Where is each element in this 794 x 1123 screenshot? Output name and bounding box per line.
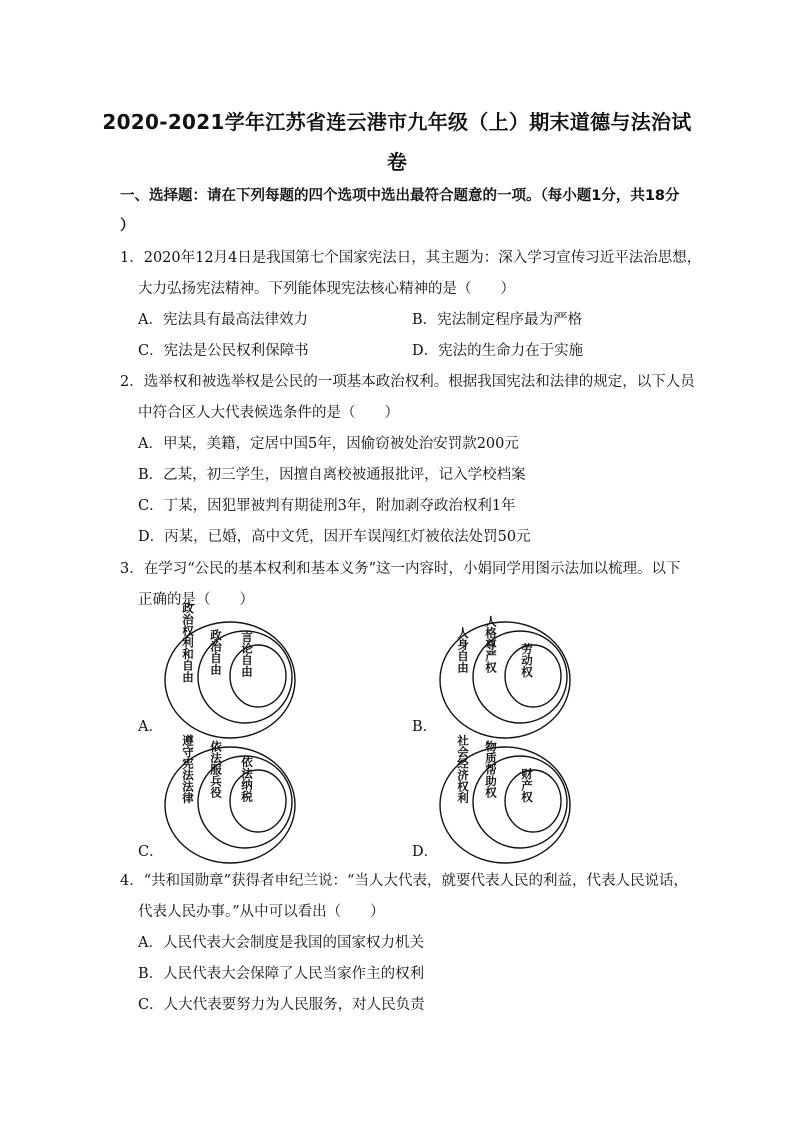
inner-text: 言论自由 bbox=[240, 631, 254, 677]
q2-stem-continued: 中符合区人大代表候选条件的是（ ） bbox=[138, 405, 399, 421]
middle-text: 人格尊严权 bbox=[484, 615, 498, 673]
middle-text: 政治自由 bbox=[209, 629, 223, 675]
section-heading-continued: ） bbox=[120, 218, 135, 234]
q2-option-d: D．丙某，已婚，高中文凭，因开车误闯红灯被依法处罚50元 bbox=[138, 529, 531, 545]
q4-option-a: A．人民代表大会制度是我国的国家权力机关 bbox=[138, 935, 424, 951]
q3-diagram-b bbox=[435, 615, 575, 740]
q2-option-a: A．甲某，美籍，定居中国5年，因偷窃被处治安罚款200元 bbox=[138, 436, 519, 452]
outer-text: 政治权利和自由 bbox=[181, 601, 195, 683]
q3-diagram-d bbox=[435, 734, 575, 865]
q1-option-a: A．宪法具有最高法律效力 bbox=[138, 312, 308, 328]
q1-stem: 1．2020年12月4日是我国第七个国家宪法日，其主题为：深入学习宣传习近平法治思想， bbox=[120, 250, 702, 266]
q3-stem: 3．在学习“公民的基本权利和基本义务”这一内容时，小娟同学用图示法加以梳理。以下 bbox=[120, 561, 681, 577]
q3-diagram-c bbox=[160, 734, 300, 865]
middle-text: 依法服兵役 bbox=[209, 740, 223, 798]
q4-option-c: C．人大代表要努力为人民服务，对人民负责 bbox=[138, 997, 425, 1013]
q1-option-c: C．宪法是公民权利保障书 bbox=[138, 343, 309, 359]
page-title-continued: 卷 bbox=[386, 150, 408, 174]
outer-text: 遵守宪法法律 bbox=[181, 734, 195, 804]
q4-stem-continued: 代表人民办事。”从中可以看出（ ） bbox=[138, 904, 385, 920]
q3-option-c-label: C． bbox=[138, 844, 164, 860]
inner-text: 依法纳税 bbox=[240, 756, 254, 802]
q2-stem: 2．选举权和被选举权是公民的一项基本政治权利。根据我国宪法和法律的规定，以下人员 bbox=[120, 374, 695, 390]
diagram-a-outer-label bbox=[181, 601, 195, 683]
inner-text: 劳动权 bbox=[520, 642, 534, 678]
outer-text: 社会经济权利 bbox=[456, 734, 470, 804]
q2-option-b: B．乙某，初三学生，因擅自离校被通报批评，记入学校档案 bbox=[138, 467, 526, 483]
inner-text: 财产权 bbox=[520, 767, 534, 803]
page-title: 2020-2021学年江苏省连云港市九年级（上）期末道德与法治试 bbox=[102, 110, 692, 134]
q3-option-d-label: D． bbox=[412, 844, 439, 860]
q4-option-b: B．人民代表大会保障了人民当家作主的权利 bbox=[138, 966, 425, 982]
section-heading: 一、选择题：请在下列每题的四个选项中选出最符合题意的一项。（每小题1分，共18分 bbox=[120, 188, 680, 204]
q3-option-a-label: A． bbox=[138, 719, 163, 735]
q1-option-b: B．宪法制定程序最为严格 bbox=[412, 312, 583, 328]
q1-option-d: D．宪法的生命力在于实施 bbox=[412, 343, 584, 359]
q3-diagram-a bbox=[160, 601, 300, 740]
q4-stem: 4．“共和国勋章”获得者申纪兰说：“当人大代表，就要代表人民的利益，代表人民说话， bbox=[120, 873, 688, 889]
middle-text: 物质帮助权 bbox=[484, 740, 498, 798]
q3-stem-continued: 正确的是（ ） bbox=[138, 592, 254, 608]
q1-stem-continued: 大力弘扬宪法精神。下列能体现宪法核心精神的是（ ） bbox=[138, 281, 515, 297]
q2-option-c: C．丁某，因犯罪被判有期徒刑3年，附加剥夺政治权利1年 bbox=[138, 498, 516, 514]
outer-text: 人身自由 bbox=[456, 627, 470, 673]
q3-option-b-label: B． bbox=[412, 719, 438, 735]
